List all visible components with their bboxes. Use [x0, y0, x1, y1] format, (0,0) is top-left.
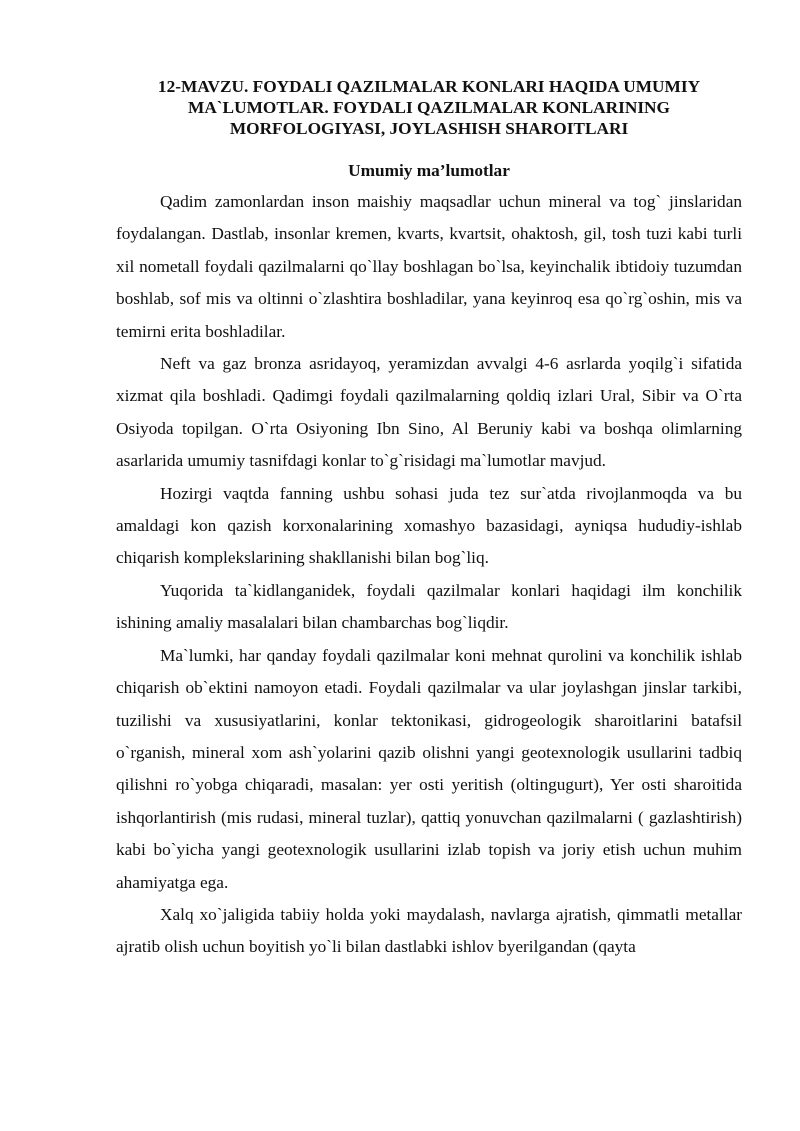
title-line-1: 12-MAVZU. FOYDALI QAZILMALAR KONLARI HAQIDA UMUMIY: [157, 77, 701, 96]
document-title: [116, 76, 742, 139]
title-line-3: MORFOLOGIYASI, JOYLASHISH SHAROITLARI: [229, 119, 629, 138]
paragraph: Ma`lumki, har qanday foydali qazilmalar koni mehnat qurolini va konchilik ishlab chiqarish ob`ektini namoyon etadi. Foydali qazilmalar va ular joylashgan jinslar tarkibi, tuzilishi va xususiyatlarini, konlar tektonikasi, gidrogeologik sharoitlarini batafsil o`rganish, mineral xom ash`yolarini qazib olishni yangi geotexnologik usullarini tadbiq qilishni ro`yobga chiqaradi, masalan: yer osti yeritish (oltingugurt), Yer osti sharoitida ishqorlantirish (mis rudasi, mineral tuzlar), qattiq yonuvchan qazilmalarni ( gazlashtirish) kabi bo`yicha yangi geotexnologik usullarini izlab topish va joriy etish uchun muhim ahamiyatga ega.: [116, 645, 742, 892]
paragraph: Xalq xo`jaligida tabiiy holda yoki maydalash, navlarga ajratish, qimmatli metallar ajratib olish uchun boyitish yo`li bilan dastlabki ishlov byerilgandan (qayta: [116, 904, 742, 957]
paragraph: Yuqorida ta`kidlanganidek, foydali qazilmalar konlari haqidagi ilm konchilik ishining amaliy masalalari bilan chambarchas bog`liqdir.: [116, 580, 742, 633]
paragraph: Neft va gaz bronza asridayoq, yeramizdan avvalgi 4-6 asrlarda yoqilg`i sifatida xizmat qila boshladi. Qadimgi foydali qazilmalarning qoldiq izlari Ural, Sibir va O`rta Osiyoda topilgan. O`rta Osiyoning Ibn Sino, Al Beruniy kabi va boshqa olimlarning asarlarida umumiy tasnifdagi konlar to`g`risidagi ma`lumotlar mavjud.: [116, 354, 742, 471]
paragraph: Hozirgi vaqtda fanning ushbu sohasi juda tez sur`atda rivojlanmoqda va bu amaldagi kon qazish korxonalarining xomashyo bazasidagi, ayniqsa hududiy-ishlab chiqarish komplekslarining shakllanishi bilan bog`liq.: [116, 483, 742, 568]
document-page: [116, 76, 742, 964]
title-line-2: MA`LUMOTLAR. FOYDALI QAZILMALAR KONLARINING: [188, 98, 670, 117]
section-heading: Umumiy ma’lumotlar: [348, 161, 510, 180]
paragraph: Qadim zamonlardan inson maishiy maqsadlar uchun mineral va tog` jinslaridan foydalangan. Dastlab, insonlar kremen, kvarts, kvartsit, ohaktosh, gil, tosh tuzi kabi turli xil nometall foydali qazilmalarni qo`llay boshlagan bo`lsa, keyinchalik ibtidoiy tuzumdan boshlab, sof mis va oltinni o`zlashtira boshladilar, yana keyinroq esa qo`rg`oshin, mis va temirni erita boshladilar.: [116, 192, 742, 341]
